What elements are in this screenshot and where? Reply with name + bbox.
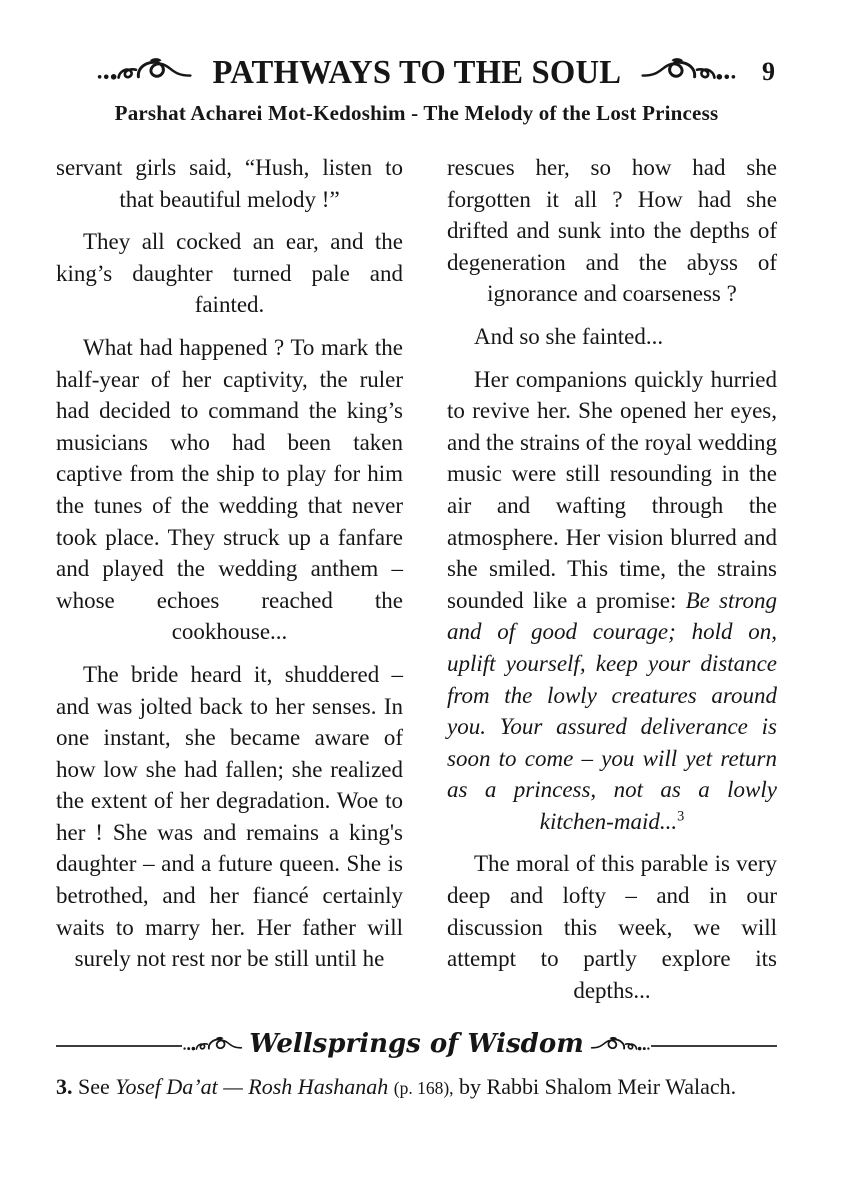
text-run: 3 [677, 808, 685, 825]
page-number: 9 [762, 57, 775, 86]
text-run: servant girls said, “Hush, listen to that beautiful melody !” [56, 155, 403, 212]
header-flourish-right-icon [638, 57, 738, 90]
paragraph [56, 332, 403, 648]
footnote-number: 3. [56, 1074, 73, 1100]
divider-rule-right [651, 1045, 777, 1047]
text-run: Be strong and of good courage; hold on, uplift yourself, keep your distance from the lowly creatures around you. Your assured deliverance is soon to come – you will yet return as a princess, not as a lowly kitchen-maid... [447, 587, 777, 834]
two-column-text-block [56, 152, 777, 1017]
paragraph [447, 848, 777, 1006]
column-right [447, 152, 777, 1017]
divider-rule-left [56, 1045, 182, 1047]
column-left [56, 152, 403, 1017]
text-run: (p. 168), [393, 1078, 454, 1099]
paragraph [56, 152, 403, 215]
paragraph [56, 659, 403, 975]
text-run: by Rabbi Shalom Meir Walach. [453, 1074, 737, 1100]
title-row [56, 50, 777, 96]
text-run: Yosef Da’at — Rosh Hashanah [115, 1074, 389, 1100]
book-title: PATHWAYS TO THE SOUL [212, 54, 621, 91]
text-run: What had happened ? To mark the half-year of her captivity, the ruler had decided to command the king’s musicians who had been taken captive from the ship to play for him the tunes of the wedding that never took place. They struck up a fanfare and played the wedding anthem – whose echoes reached the cookhouse... [56, 334, 403, 645]
paragraph [56, 226, 403, 321]
text-run: They all cocked an ear, and the king’s daughter turned pale and fainted. [56, 229, 403, 318]
page-footer [56, 1029, 777, 1103]
paragraph [447, 364, 777, 838]
paragraph [447, 152, 777, 310]
header-flourish-left-icon [95, 57, 195, 90]
chapter-subtitle: Parshat Acharei Mot-Kedoshim - The Melody of the Lost Princess [114, 101, 719, 125]
text-run: The bride heard it, shuddered – and was jolted back to her senses. In one instant, she became aware of how low she had fallen; she realized the extent of her degradation. Woe to her ! She was and remains a king's daughter – and a future queen. She is betrothed, and her fiancé certainly waits to marry her. Her father will surely not rest nor be still until he [56, 661, 403, 972]
paragraph [447, 321, 777, 353]
text-run: And so she fainted... [474, 323, 664, 349]
footer-flourish-right-icon [589, 1036, 651, 1057]
footer-ornament-title: Wellsprings of Wisdom [249, 1029, 584, 1060]
footnote-text [78, 1074, 736, 1099]
text-run: rescues her, so how had she forgotten it all ? How had she drifted and sunk into the depths of degeneration and the abyss of ignorance and coarseness ? [447, 155, 777, 307]
footer-ornament-divider [56, 1029, 777, 1063]
footer-flourish-left-icon [182, 1036, 244, 1057]
page-header [56, 50, 777, 126]
text-run: Her companions quickly hurried to revive her. She opened her eyes, and the strains of the royal wedding music were still resounding in the air and wafting through the atmosphere. Her vision blurred and she smiled. This time, the strains sounded like a promise: [447, 366, 777, 613]
text-run: The moral of this parable is very deep and lofty – and in our discussion this week, we will attempt to partly explore its depths... [447, 851, 777, 1003]
footnote [56, 1072, 777, 1103]
text-run: See [78, 1074, 116, 1100]
